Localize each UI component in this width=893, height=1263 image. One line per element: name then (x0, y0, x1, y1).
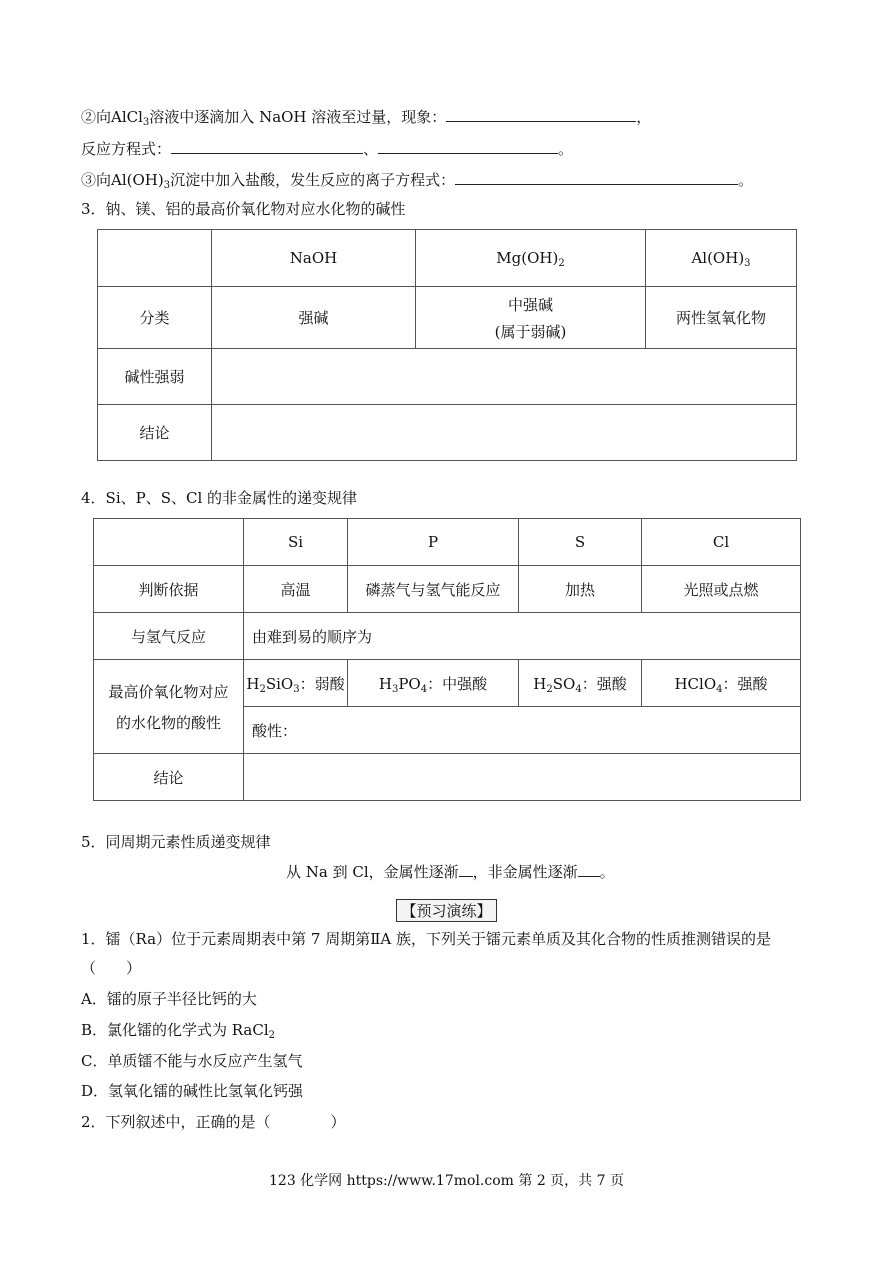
text: ：强酸 (722, 674, 768, 693)
text: Mg(OH) (496, 249, 559, 267)
subscript: 3 (163, 180, 171, 191)
option-c[interactable]: C．单质镭不能与水反应产生氢气 (81, 1052, 303, 1070)
col-p: P (348, 519, 519, 566)
text: 。 (599, 863, 615, 881)
text: 溶液中逐滴加入 NaOH 溶液至过量，现象： (149, 108, 447, 126)
q1-paren[interactable]: （ ） (81, 959, 142, 977)
section-4-title: 4．Si、P、S、Cl 的非金属性的递变规律 (81, 489, 358, 507)
acid-cell (642, 660, 801, 707)
col-naoh: NaOH (212, 230, 416, 287)
row-label: 判断依据 (94, 566, 244, 613)
answer-cell[interactable] (212, 405, 797, 461)
answer-blank[interactable] (455, 170, 738, 185)
text: Al(OH) (691, 249, 745, 267)
answer-blank[interactable] (171, 139, 363, 154)
subscript: 2 (558, 258, 565, 269)
cell (416, 287, 646, 349)
practice-header: 【预习演练】 (396, 899, 496, 922)
cell: 光照或点燃 (642, 566, 801, 613)
page-footer: 123 化学网 https://www.17mol.com 第 2 页，共 7 页 (269, 1173, 624, 1189)
text: 反应方程式： (81, 140, 172, 158)
text: 、 (363, 140, 379, 158)
q1-text: 1．镭（Ra）位于元素周期表中第 7 周期第ⅡA 族，下列关于镭元素单质及其化合物的性质推测错误的是 (81, 930, 772, 948)
section-3-title: 3．钠、镁、铝的最高价氧化物对应水化物的碱性 (81, 200, 406, 218)
text: ，非金属性逐渐 (472, 863, 578, 881)
text: ②向 (81, 108, 112, 126)
row-label: 碱性强弱 (98, 349, 212, 405)
text: Al(OH) (111, 171, 164, 189)
practice-header-wrap (0, 899, 893, 922)
cell: 磷蒸气与氢气能反应 (348, 566, 519, 613)
text: SiO (265, 674, 294, 693)
text: 中强碱 (507, 295, 553, 314)
text: ：中强酸 (427, 674, 488, 693)
text: 。 (738, 171, 754, 189)
text: 的水化物的酸性 (115, 713, 221, 732)
subscript: 3 (744, 258, 751, 269)
acid-cell (244, 660, 348, 707)
section-5-title: 5．同周期元素性质递变规律 (81, 833, 271, 851)
answer-cell[interactable]: 酸性： (244, 707, 801, 754)
cell: 两性氢氧化物 (646, 287, 797, 349)
subscript: 4 (716, 683, 723, 695)
q2-text: 2．下列叙述中，正确的是（ ） (81, 1113, 346, 1131)
text: 最高价氧化物对应 (108, 682, 229, 701)
col-si: Si (244, 519, 348, 566)
subscript: 3 (142, 117, 150, 128)
subscript: 3 (391, 683, 399, 695)
text: (属于弱碱) (494, 322, 567, 341)
subscript: 2 (259, 683, 266, 695)
answer-blank[interactable] (446, 107, 636, 122)
answer-cell[interactable]: 由难到易的顺序为 (244, 613, 801, 660)
answer-blank[interactable] (578, 862, 600, 877)
option-b[interactable] (81, 1020, 275, 1040)
text: H (533, 674, 547, 693)
subscript: 2 (546, 683, 553, 695)
nonmetal-table (93, 518, 801, 801)
answer-blank[interactable] (378, 139, 558, 154)
row-label: 结论 (94, 754, 244, 801)
col-mgoh (416, 230, 646, 287)
col-aloh (646, 230, 797, 287)
text: AlCl (111, 108, 143, 126)
q2-line-1 (81, 107, 651, 127)
q3-line (81, 170, 753, 190)
row-label: 分类 (98, 287, 212, 349)
col-s: S (519, 519, 642, 566)
text: ③向 (81, 171, 112, 189)
acid-cell (519, 660, 642, 707)
answer-cell[interactable] (244, 754, 801, 801)
subscript: 3 (293, 683, 300, 695)
row-label: 结论 (98, 405, 212, 461)
text: SO (552, 674, 576, 693)
header-empty (98, 230, 212, 287)
subscript: 4 (420, 683, 428, 695)
col-cl: Cl (642, 519, 801, 566)
text: ：强酸 (581, 674, 627, 693)
text: ：弱酸 (299, 674, 345, 693)
header-empty (94, 519, 244, 566)
text: 。 (558, 140, 574, 158)
option-a[interactable]: A．镭的原子半径比钙的大 (81, 990, 257, 1008)
q2-line-2 (81, 139, 573, 159)
text: ， (636, 108, 652, 126)
subscript: 4 (575, 683, 582, 695)
text: 沉淀中加入盐酸，发生反应的离子方程式： (170, 171, 456, 189)
text: H (246, 674, 260, 693)
cell: 高温 (244, 566, 348, 613)
text: PO (398, 674, 421, 693)
option-d[interactable]: D．氢氧化镭的碱性比氢氧化钙强 (81, 1082, 304, 1100)
answer-blank[interactable] (459, 862, 473, 877)
text: H (378, 674, 392, 693)
acid-cell (348, 660, 519, 707)
text: B．氯化镭的化学式为 RaCl (81, 1021, 269, 1039)
subscript: 2 (268, 1030, 276, 1041)
row-label: 与氢气反应 (94, 613, 244, 660)
base-table (97, 229, 797, 461)
text: 从 Na 到 Cl，金属性逐渐 (286, 863, 459, 881)
section-5-rule (286, 862, 615, 882)
cell: 加热 (519, 566, 642, 613)
cell: 强碱 (212, 287, 416, 349)
text: HClO (674, 674, 717, 693)
answer-cell[interactable] (212, 349, 797, 405)
row-label (94, 660, 244, 754)
